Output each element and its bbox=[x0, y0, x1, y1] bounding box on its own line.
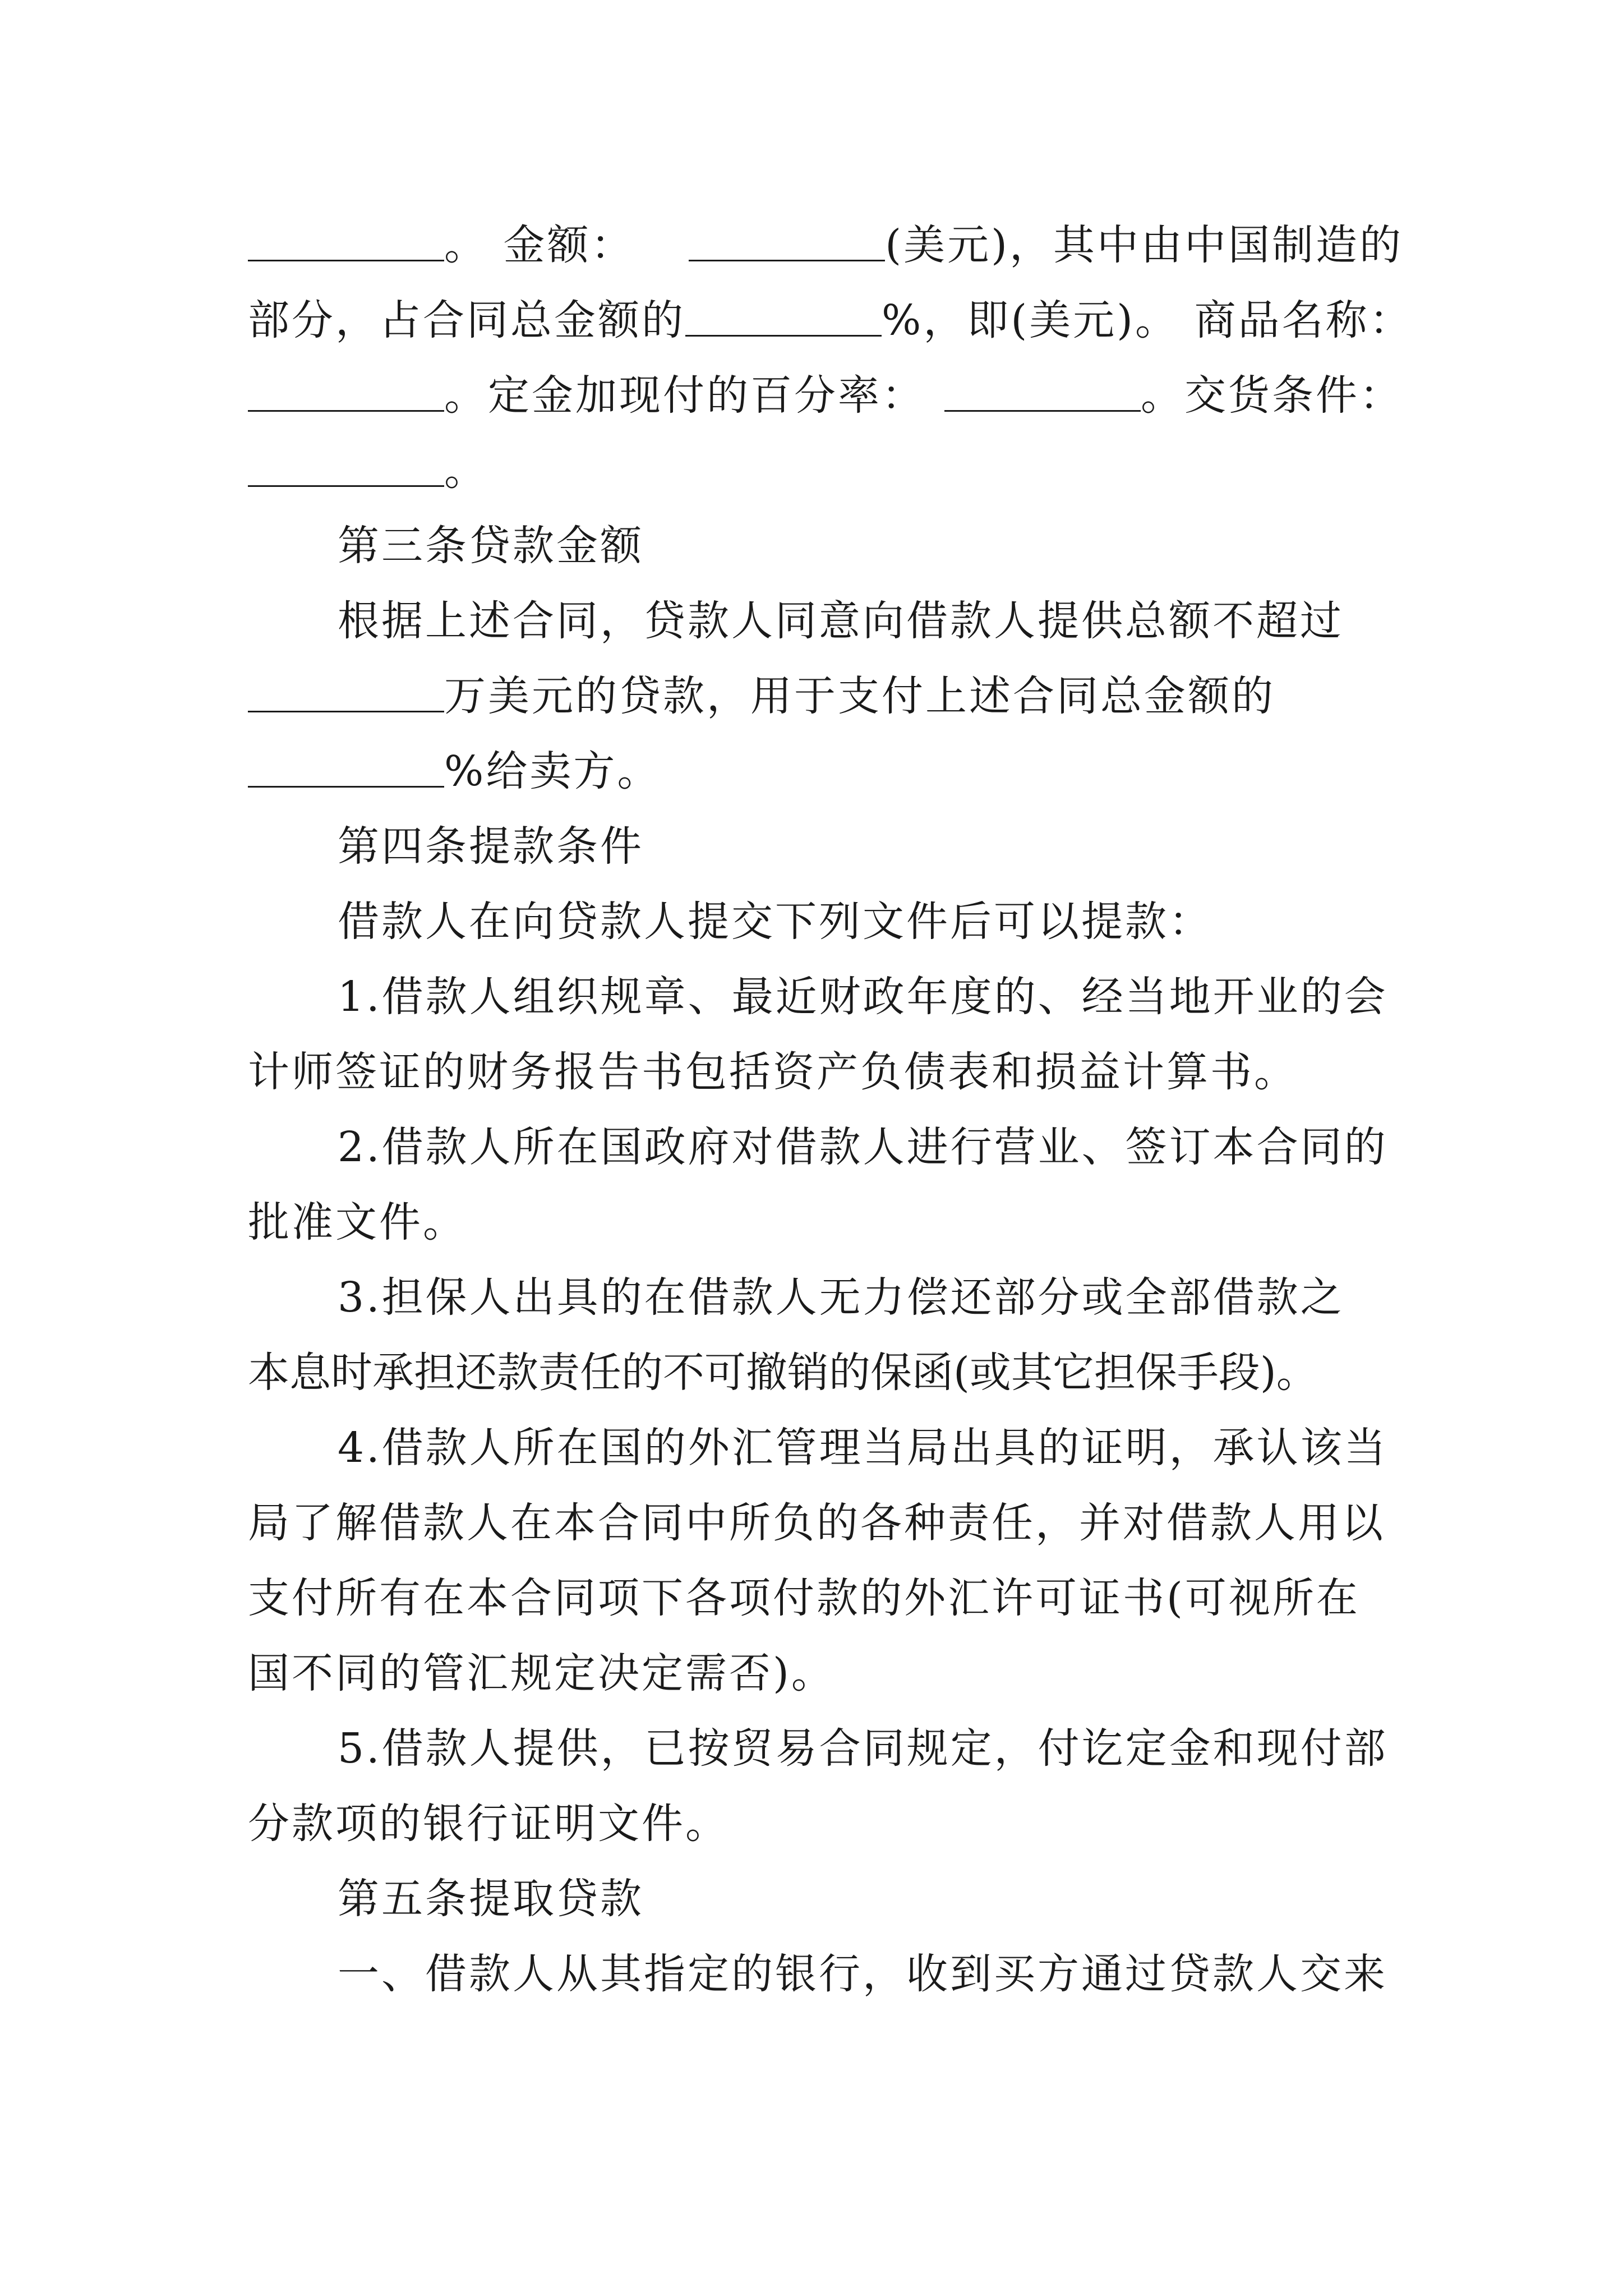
text-segment: 。定金加现付的百分率： bbox=[444, 371, 925, 420]
list-item-line: 4.借款人所在国的外汇管理当局出具的证明，承认该当 bbox=[338, 1424, 1388, 1472]
list-item-line: 分款项的银行证明文件。 bbox=[248, 1800, 729, 1848]
text-segment: 。交货条件： bbox=[1141, 371, 1403, 420]
list-item-line: 本息时承担还款责任的不可撤销的保函(或其它担保手段)。 bbox=[248, 1349, 1318, 1397]
paragraph-line bbox=[248, 659, 1403, 734]
text-segment: 万美元的贷款，用于支付上述合同总金额的 bbox=[444, 672, 1275, 720]
fill-in-blank bbox=[685, 335, 882, 337]
list-item-line: 局了解借款人在本合同中所负的各种责任，并对借款人用以 bbox=[248, 1499, 1385, 1547]
paragraph-line bbox=[248, 734, 1403, 809]
fill-in-blank bbox=[248, 485, 444, 487]
fill-in-blank bbox=[689, 260, 885, 261]
list-item-line: 3.担保人出具的在借款人无力偿还部分或全部借款之 bbox=[338, 1273, 1344, 1322]
text-segment: 。 bbox=[444, 447, 488, 495]
paragraph-line bbox=[248, 283, 1413, 358]
article-4-title: 第四条提款条件 bbox=[338, 822, 644, 871]
fill-in-blank bbox=[248, 711, 444, 712]
fill-in-blank bbox=[944, 410, 1141, 412]
paragraph-line bbox=[248, 358, 1403, 433]
list-item-line: 支付所有在本合同项下各项付款的外汇许可证书(可视所在 bbox=[248, 1574, 1360, 1622]
text-segment: 。 金额： bbox=[444, 221, 635, 269]
list-item-line: 5.借款人提供，已按贸易合同规定，付讫定金和现付部 bbox=[338, 1724, 1388, 1773]
paragraph-line: 一、借款人从其指定的银行，收到买方通过贷款人交来 bbox=[338, 1950, 1387, 1998]
list-item-line: 批准文件。 bbox=[248, 1198, 467, 1246]
fill-in-blank bbox=[248, 786, 444, 788]
text-segment: (美元)，其中由中国制造的 bbox=[885, 221, 1403, 269]
article-3-title: 第三条贷款金额 bbox=[338, 522, 644, 570]
article-5-title: 第五条提取贷款 bbox=[338, 1875, 644, 1923]
paragraph-line: 根据上述合同，贷款人同意向借款人提供总额不超过 bbox=[338, 597, 1344, 645]
fill-in-blank bbox=[248, 260, 444, 261]
text-segment: %给卖方。 bbox=[444, 747, 661, 795]
list-item-line: 2.借款人所在国政府对借款人进行营业、签订本合同的 bbox=[338, 1123, 1388, 1171]
list-item-line: 国不同的管汇规定决定需否)。 bbox=[248, 1649, 835, 1697]
document-body bbox=[248, 208, 1413, 2012]
text-segment: %，即(美元)。 商品名称： bbox=[882, 296, 1413, 344]
text-segment: 部分，占合同总金额的 bbox=[248, 296, 685, 344]
paragraph-line bbox=[248, 208, 1403, 283]
list-item-line: 计师签证的财务报告书包括资产负债表和损益计算书。 bbox=[248, 1048, 1298, 1096]
paragraph-line: 借款人在向贷款人提交下列文件后可以提款： bbox=[338, 898, 1212, 946]
paragraph-line bbox=[248, 433, 1403, 508]
fill-in-blank bbox=[248, 410, 444, 412]
list-item-line: 1.借款人组织规章、最近财政年度的、经当地开业的会 bbox=[338, 973, 1388, 1021]
